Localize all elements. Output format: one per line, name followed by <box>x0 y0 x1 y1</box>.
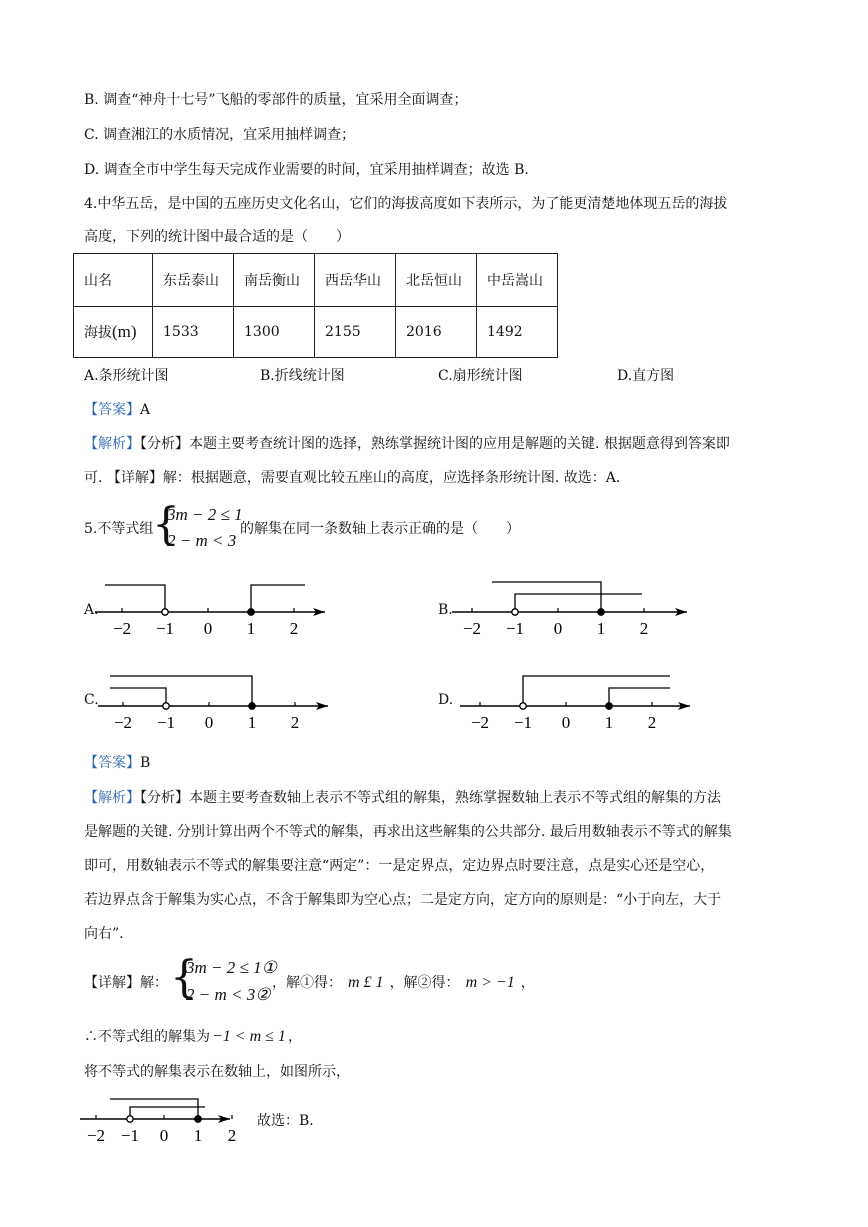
q4-option-d: D.直方图 <box>617 368 675 384</box>
table-header-cell: 中岳嵩山 <box>477 254 558 307</box>
q5-option-label-c: C. <box>84 692 99 708</box>
table-cell: 2155 <box>315 307 396 358</box>
closed-point <box>249 703 255 709</box>
q5-answer: 【答案】B <box>84 755 151 771</box>
q5-therefore: ∴不等式组的解集为 −1 < m ≤ 1 ， <box>84 1028 302 1045</box>
tick-label: −1 <box>155 619 175 638</box>
tick-label: −1 <box>156 713 176 732</box>
table-row <box>74 307 558 358</box>
number-line-option-a <box>95 578 335 648</box>
number-line-option-b <box>452 578 692 648</box>
tick-label: 1 <box>596 619 606 638</box>
q4-option-c: C.扇形统计图 <box>438 368 523 384</box>
solution-ray <box>523 676 670 706</box>
q5-stem-suffix: 的解集在同一条数轴上表示正确的是（ ） <box>240 521 520 537</box>
tick-label: 2 <box>289 619 299 638</box>
table-header-cell: 东岳泰山 <box>153 254 234 307</box>
tick-label: −2 <box>462 619 482 638</box>
solution-ray <box>492 582 601 612</box>
tick-label: −2 <box>470 713 490 732</box>
table-header-cell: 山名 <box>74 254 153 307</box>
table-header-row <box>74 254 558 307</box>
answer-tag: 【答案】 <box>84 755 140 771</box>
analysis-tag: 【解析】 <box>84 436 140 452</box>
solution-ray <box>130 1107 205 1119</box>
tick-label: 1 <box>604 713 614 732</box>
brace-symbol: { <box>170 952 198 1003</box>
q5-option-label-d: D. <box>438 692 454 708</box>
solution-ray <box>110 688 166 706</box>
q3-option-c-explanation: C. 调查湘江的水质情况，宜采用抽样调查； <box>84 127 356 143</box>
table-cell: 1492 <box>477 307 558 358</box>
q4-option-a: A.条形统计图 <box>84 368 169 384</box>
q5-analysis-line-3: 即可，用数轴表示不等式的解集要注意“两定”：一是定界点，定边界点时要注意，点是实心还是空心， <box>84 858 715 874</box>
closed-point <box>598 609 604 615</box>
table-row-label: 海拔(m) <box>74 307 153 358</box>
tick-label: −1 <box>513 713 533 732</box>
tick-label: 2 <box>227 1126 237 1145</box>
q3-option-d-explanation: D. 调查全市中学生每天完成作业需要的时间，宜采用抽样调查；故选 B. <box>84 162 529 178</box>
table-cell: 1533 <box>153 307 234 358</box>
q5-detail-prefix: 【详解】解： <box>84 975 168 991</box>
q5-analysis-line-4: 若边界点含于解集为实心点，不含于解集即为空心点；二是定方向，定方向的原则是：“小于向左，大于 <box>84 892 722 908</box>
solution-ray <box>609 688 670 706</box>
q5-final-answer: 故选：B. <box>257 1113 314 1129</box>
tick-label: 0 <box>203 619 213 638</box>
number-line-option-d <box>460 668 700 738</box>
tick-label: 2 <box>639 619 649 638</box>
table-cell: 2016 <box>396 307 477 358</box>
closed-point <box>195 1116 201 1122</box>
solution-ray <box>251 585 305 612</box>
solution-ray <box>105 585 165 612</box>
tick-label: −2 <box>113 713 133 732</box>
tick-label: −2 <box>112 619 132 638</box>
tick-label: 1 <box>247 713 257 732</box>
table-header-cell: 北岳恒山 <box>396 254 477 307</box>
brace-symbol: { <box>152 499 180 550</box>
table-header-cell: 西岳华山 <box>315 254 396 307</box>
q5-numberline-text: 将不等式的解集表示在数轴上，如图所示， <box>84 1064 350 1080</box>
table-header-cell: 南岳衡山 <box>234 254 315 307</box>
altitude-table <box>73 253 558 358</box>
number-line-solution <box>80 1092 260 1145</box>
q4-analysis-line-1: 【解析】【分析】本题主要考查统计图的选择，熟练掌握统计图的应用是解题的关键. 根据题意得到答案即 <box>84 436 730 452</box>
table-cell: 1300 <box>234 307 315 358</box>
q3-option-b-explanation: B. 调查“神舟十七号”飞船的零部件的质量，宜采用全面调查； <box>84 92 468 108</box>
q5-option-label-a: A. <box>84 602 99 618</box>
tick-label: −1 <box>505 619 525 638</box>
q4-analysis-line-2: 可. 【详解】解：根据题意，需要直观比较五座山的高度，应选择条形统计图. 故选：A. <box>84 470 621 486</box>
tick-label: 2 <box>290 713 300 732</box>
q5-detail-text: ，解①得： m £ 1 ，解②得： m > −1 ， <box>272 974 535 991</box>
q5-analysis-line-1: 【解析】【分析】本题主要考查数轴上表示不等式组的解集，熟练掌握数轴上表示不等式组的解集的方法 <box>84 790 721 806</box>
tick-label: −1 <box>120 1126 140 1145</box>
answer-tag: 【答案】 <box>84 402 140 418</box>
open-point <box>512 609 518 615</box>
tick-label: 2 <box>647 713 657 732</box>
tick-label: 1 <box>193 1126 203 1145</box>
solution-ray <box>515 594 642 612</box>
open-point <box>127 1116 133 1122</box>
tick-label: 0 <box>561 713 571 732</box>
q4-stem-line-1: 4.中华五岳，是中国的五座历史文化名山，它们的海拔高度如下表所示，为了能更清楚地体现五岳的海拔 <box>84 196 728 212</box>
open-point <box>163 703 169 709</box>
tick-label: 0 <box>159 1126 169 1145</box>
closed-point <box>248 609 254 615</box>
tick-label: 0 <box>553 619 563 638</box>
tick-label: 0 <box>204 713 214 732</box>
tick-label: −2 <box>86 1126 106 1145</box>
q5-analysis-line-5: 向右”. <box>84 926 124 942</box>
q4-option-b: B.折线统计图 <box>260 368 345 384</box>
q4-stem-line-2: 高度，下列的统计图中最合适的是（ ） <box>84 229 350 245</box>
q4-answer: 【答案】A <box>84 402 151 418</box>
closed-point <box>606 703 612 709</box>
analysis-tag: 【解析】 <box>84 790 140 806</box>
inequality-1: 3m − 2 ≤ 1 <box>167 505 243 524</box>
inequality-2: 2 − m < 3 <box>167 531 237 550</box>
q5-analysis-line-2: 是解题的关键. 分别计算出两个不等式的解集，再求出这些解集的公共部分. 最后用数轴表示不等式的解集 <box>84 824 732 840</box>
detail-inequality-1: 3m − 2 ≤ 1① <box>186 958 277 977</box>
detail-inequality-2: 2 − m < 3② <box>186 985 271 1004</box>
q5-option-label-b: B. <box>438 602 453 618</box>
open-point <box>520 703 526 709</box>
solution-ray <box>110 1099 198 1119</box>
open-point <box>162 609 168 615</box>
tick-label: 1 <box>246 619 256 638</box>
q5-stem-prefix: 5.不等式组 <box>84 521 154 537</box>
number-line-option-c <box>98 668 338 738</box>
solution-ray <box>110 676 252 706</box>
